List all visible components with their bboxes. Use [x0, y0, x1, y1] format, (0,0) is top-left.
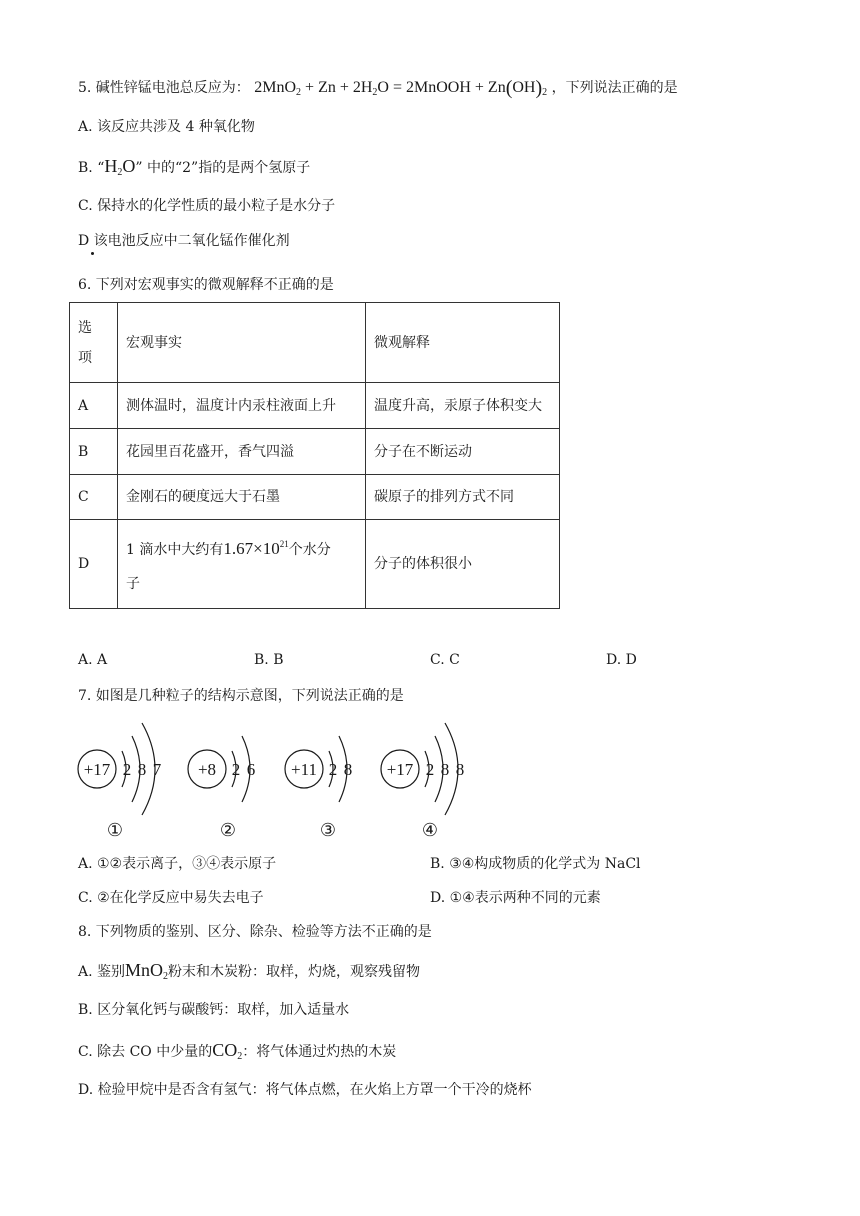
- table-header-row: [70, 303, 560, 383]
- shell-electrons: 2: [425, 760, 435, 779]
- particle-label: ④: [421, 820, 439, 841]
- shell-electrons: 2: [122, 760, 132, 779]
- q5-reaction-equation: $2MnO_2 + Zn + 2H_2O$ = 2MnOOH + $Zn(OH)_2$: [254, 77, 548, 99]
- row-explanation: 分子的体积很小: [366, 520, 560, 609]
- q6-table: [69, 302, 560, 609]
- row-fact: [118, 520, 366, 609]
- row-option: D: [70, 520, 118, 609]
- shell-electrons: 2: [231, 760, 241, 779]
- row-fact: 测体温时，温度计内汞柱液面上升: [118, 383, 366, 429]
- q6-stem: 6. 下列对宏观事实的微观解释不正确的是: [78, 277, 334, 293]
- q8-stem: 8. 下列物质的鉴别、区分、除杂、检验等方法不正确的是: [78, 924, 432, 940]
- co2-formula: $CO_2$: [212, 1040, 243, 1062]
- q5-option-b: [78, 156, 310, 183]
- nucleus-charge: +8: [197, 760, 217, 779]
- nucleus-charge: +11: [291, 760, 317, 779]
- row-option: B: [70, 429, 118, 475]
- particle-2: [188, 736, 255, 841]
- row-explanation: 分子在不断运动: [366, 429, 560, 475]
- row-option: C: [70, 475, 118, 520]
- shell-electrons: 8: [343, 760, 353, 779]
- shell-electrons: 8: [137, 760, 147, 779]
- q7-stem: 7. 如图是几种粒子的结构示意图，下列说法正确的是: [78, 688, 404, 704]
- water-formula: $H_2O$: [104, 156, 136, 178]
- avogadro-number: $1.67\times 10^{21}$: [223, 539, 289, 558]
- q5-stem-prefix: 5. 碱性锌锰电池总反应为：: [78, 80, 250, 96]
- q5-option-a: A. 该反应共涉及 4 种氧化物: [78, 119, 255, 135]
- q7-option-a: A. ①②表示离子，③④表示原子: [78, 856, 277, 872]
- q8-option-c: [78, 1040, 396, 1067]
- shell-electrons: 8: [440, 760, 450, 779]
- row-fact: 花园里百花盛开，香气四溢: [118, 429, 366, 475]
- header-fact: 宏观事实: [118, 303, 366, 383]
- mno2-formula: MnO$_2$: [125, 960, 169, 982]
- shell-electrons: 6: [246, 760, 256, 779]
- row-explanation: 温度升高，汞原子体积变大: [366, 383, 560, 429]
- particle-structure-diagram: [70, 718, 490, 848]
- row-fact-prefix: 1 滴水中大约有: [126, 542, 224, 558]
- particle-1: [78, 723, 162, 841]
- shell-electrons: 2: [328, 760, 338, 779]
- particle-label: ②: [219, 820, 237, 841]
- q6-choice-d: D. D: [606, 652, 637, 668]
- q8-option-c-prefix: C. 除去 CO 中少量的: [78, 1044, 213, 1060]
- table-row: [70, 429, 560, 475]
- header-explanation: 微观解释: [366, 303, 560, 383]
- q5-option-c: C. 保持水的化学性质的最小粒子是水分子: [78, 198, 336, 214]
- header-option-line1: 选: [78, 319, 92, 336]
- q6-choice-a: A. A: [78, 652, 108, 668]
- nucleus-charge: +17: [386, 760, 414, 779]
- particle-label: ①: [106, 820, 124, 841]
- header-option: [70, 303, 118, 383]
- particle-3: [285, 736, 352, 841]
- table-row: [70, 520, 560, 609]
- q6-choice-b: B. B: [254, 652, 284, 668]
- row-fact-suffix: 个水分: [288, 542, 331, 558]
- row-explanation: 碳原子的排列方式不同: [366, 475, 560, 520]
- q7-option-c: C. ②在化学反应中易失去电子: [78, 890, 264, 906]
- q5-option-b-suffix: ” 中的“2”指的是两个氢原子: [135, 160, 311, 176]
- q5-stem: [78, 78, 678, 103]
- nucleus-charge: +17: [83, 760, 111, 779]
- header-option-line2: 项: [78, 349, 92, 366]
- q5-option-d: D 该电池反应中二氧化锰作催化剂: [78, 233, 290, 249]
- shell-electrons: 7: [152, 760, 162, 779]
- q8-option-a: [78, 960, 420, 987]
- q5-option-d-dot: [91, 252, 94, 255]
- q8-option-b: B. 区分氧化钙与碳酸钙：取样，加入适量水: [78, 1002, 350, 1018]
- table-row: [70, 475, 560, 520]
- row-fact: 金刚石的硬度远大于石墨: [118, 475, 366, 520]
- q7-option-b: B. ③④构成物质的化学式为 NaCl: [430, 856, 641, 872]
- q5-stem-suffix: ，下列说法正确的是: [551, 80, 678, 96]
- row-option: A: [70, 383, 118, 429]
- row-fact-line2: 子: [126, 576, 140, 592]
- particle-label: ③: [319, 820, 337, 841]
- q8-option-d: D. 检验甲烷中是否含有氢气：将气体点燃，在火焰上方罩一个干冷的烧杯: [78, 1082, 532, 1098]
- q8-option-c-suffix: ：将气体通过灼热的木炭: [242, 1044, 397, 1060]
- shell-electrons: 8: [455, 760, 465, 779]
- q8-option-a-suffix: 粉末和木炭粉：取样，灼烧，观察残留物: [168, 964, 421, 980]
- q7-option-d: D. ①④表示两种不同的元素: [430, 890, 601, 906]
- q8-option-a-prefix: A. 鉴别: [78, 964, 126, 980]
- q6-choice-c: C. C: [430, 652, 460, 668]
- particle-4: [381, 723, 464, 841]
- table-row: [70, 383, 560, 429]
- q5-option-b-prefix: B. “: [78, 160, 105, 176]
